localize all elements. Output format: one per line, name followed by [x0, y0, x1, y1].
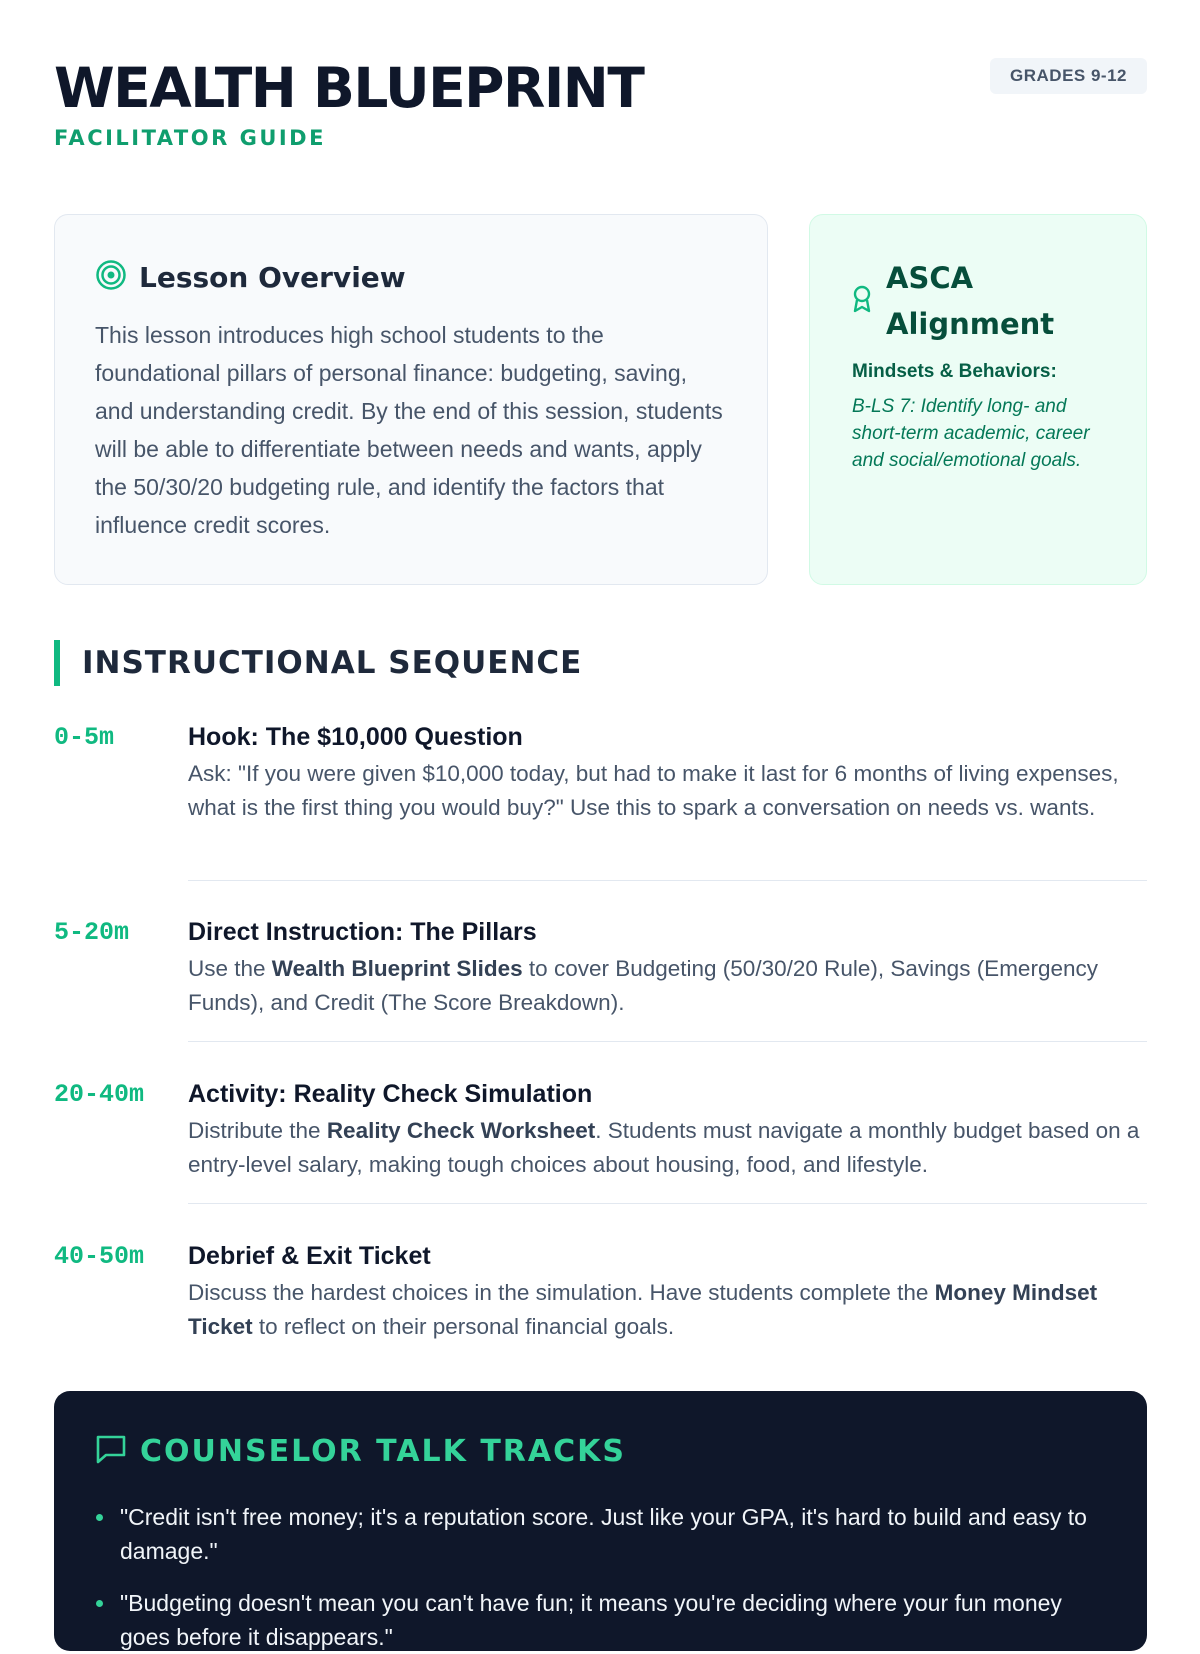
step-time: 40-50m — [54, 1242, 145, 1271]
step-text-after: to cover Budgeting (50/30/20 Rule), Savings (Emergency Funds), and Credit (The Score Breakdown). — [188, 956, 1098, 1015]
step-body — [188, 721, 1147, 825]
sequence-step — [54, 1240, 1147, 1340]
step-time: 5-20m — [54, 918, 130, 947]
page-subtitle: FACILITATOR GUIDE — [54, 126, 326, 150]
counselor-talk-tracks-card — [54, 1391, 1147, 1651]
bullet-icon — [96, 1600, 103, 1607]
step-divider — [188, 880, 1147, 881]
asca-heading-line1: ASCA — [886, 261, 974, 295]
step-body — [188, 916, 1147, 1020]
step-description — [188, 1276, 1147, 1344]
step-title: Hook: The $10,000 Question — [188, 723, 523, 751]
instructional-sequence-title: INSTRUCTIONAL SEQUENCE — [82, 645, 583, 681]
step-description — [188, 1114, 1147, 1182]
asca-mindsets-label: Mindsets & Behaviors: — [852, 361, 1057, 382]
page-title: WEALTH BLUEPRINT — [54, 56, 644, 120]
step-title: Debrief & Exit Ticket — [188, 1242, 431, 1270]
step-divider — [188, 1203, 1147, 1204]
step-time: 0-5m — [54, 723, 115, 752]
lesson-overview-text: This lesson introduces high school students to the foundational pillars of personal finance: budgeting, saving, and understanding credit. By the end of this session, students will be able to differentiate between needs and wants, apply the 50/30/20 budgeting rule, and identify the factors that influence credit scores. — [95, 322, 723, 538]
step-body — [188, 1240, 1147, 1344]
asca-heading-line2: Alignment — [886, 307, 1055, 341]
step-text-bold: Reality Check Worksheet — [326, 1118, 596, 1143]
list-item — [94, 1586, 1107, 1654]
asca-alignment-card — [809, 214, 1147, 585]
page-header — [54, 58, 1147, 168]
step-text-before: Use the — [188, 956, 272, 981]
lesson-overview-heading: Lesson Overview — [139, 261, 406, 294]
step-time: 20-40m — [54, 1080, 145, 1109]
talk-track-text: "Budgeting doesn't mean you can't have fun; it means you're deciding where your fun money goes before it disappears." — [120, 1590, 1062, 1650]
lesson-overview-card — [54, 214, 768, 585]
bullet-icon — [96, 1514, 103, 1521]
step-text-bold: Money Mindset Ticket — [188, 1280, 1098, 1339]
step-text-before: Distribute the — [188, 1118, 327, 1143]
asca-standard-text: B-LS 7: Identify long- and short-term academic, career and social/emotional goals. — [852, 396, 1090, 471]
step-text-before: Discuss the hardest choices in the simulation. Have students complete the — [188, 1280, 935, 1305]
chat-icon — [94, 1433, 128, 1470]
talk-tracks-heading: COUNSELOR TALK TRACKS — [140, 1434, 626, 1469]
step-description — [188, 952, 1147, 1020]
list-item — [94, 1500, 1107, 1568]
step-description: Ask: "If you were given $10,000 today, but had to make it last for 6 months of living expenses, what is the first thing you would buy?" Use this to spark a conversation on needs vs. wants. — [188, 761, 1119, 820]
talk-track-text: "Credit isn't free money; it's a reputation score. Just like your GPA, it's hard to build and easy to damage." — [120, 1504, 1087, 1564]
sequence-step — [54, 721, 1147, 851]
target-icon — [95, 259, 127, 296]
instructional-sequence-heading — [54, 640, 582, 686]
grade-badge: GRADES 9-12 — [990, 58, 1147, 94]
step-title: Activity: Reality Check Simulation — [188, 1080, 593, 1108]
asca-alignment-header — [852, 255, 1104, 347]
talk-tracks-header — [94, 1433, 1107, 1470]
award-icon — [852, 285, 872, 318]
step-text-bold: Wealth Blueprint Slides — [271, 956, 523, 981]
step-title: Direct Instruction: The Pillars — [188, 918, 537, 946]
sequence-step — [54, 916, 1147, 1016]
asca-alignment-heading — [886, 255, 1054, 347]
lesson-overview-header — [95, 259, 727, 296]
step-text-after: . Students must navigate a monthly budget based on a entry-level salary, making tough choices about housing, food, and lifestyle. — [188, 1118, 1140, 1177]
step-divider — [188, 1041, 1147, 1042]
step-text-after: to reflect on their personal financial goals. — [252, 1314, 675, 1339]
sequence-step — [54, 1078, 1147, 1178]
step-body — [188, 1078, 1147, 1182]
talk-tracks-list — [94, 1500, 1107, 1654]
